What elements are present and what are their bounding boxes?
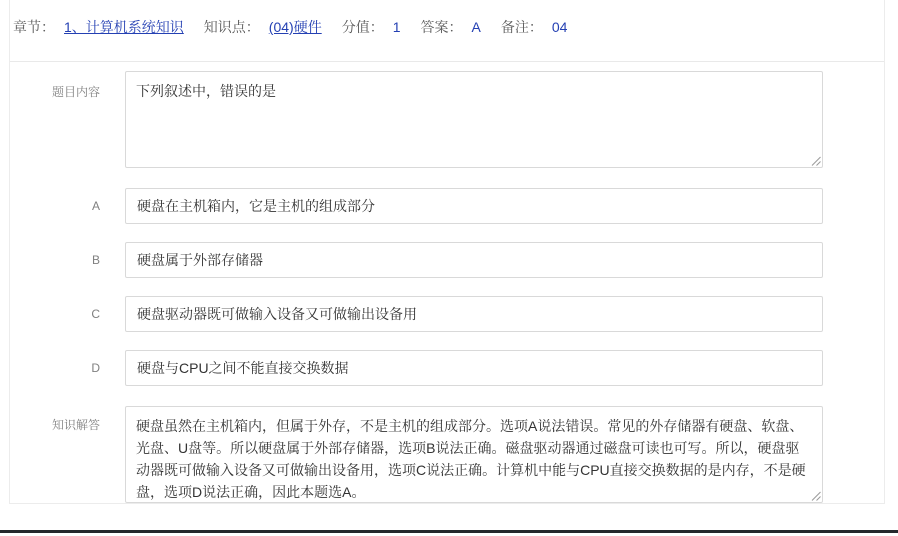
remark-field bbox=[501, 19, 568, 35]
remark-label: 备注： bbox=[500, 19, 543, 35]
explanation-textarea[interactable] bbox=[125, 406, 823, 503]
resize-handle-icon[interactable] bbox=[810, 154, 822, 166]
option-b-input[interactable] bbox=[125, 242, 823, 278]
option-c-control bbox=[125, 296, 823, 332]
question-content-textarea[interactable] bbox=[125, 71, 823, 168]
knowledge-point-label: 知识点： bbox=[203, 19, 260, 35]
knowledge-point-link[interactable]: (04)硬件 bbox=[268, 19, 322, 35]
option-b-control bbox=[125, 242, 823, 278]
answer-field bbox=[421, 19, 481, 35]
knowledge-point-field bbox=[204, 19, 322, 35]
explanation-label: 知识解答 bbox=[51, 418, 100, 432]
window-bottom-edge bbox=[0, 530, 898, 533]
chapter-label: 章节： bbox=[13, 19, 55, 35]
option-c-input[interactable] bbox=[125, 296, 823, 332]
question-content-control bbox=[125, 71, 823, 168]
chapter-link[interactable]: 1、计算机系统知识 bbox=[64, 19, 184, 35]
explanation-control bbox=[125, 406, 823, 503]
remark-value: 04 bbox=[551, 19, 568, 35]
resize-handle-icon[interactable] bbox=[810, 489, 822, 501]
option-a-control bbox=[125, 188, 823, 224]
score-label: 分值： bbox=[341, 19, 384, 35]
option-d-control bbox=[125, 350, 823, 386]
score-field bbox=[342, 19, 401, 35]
option-c-label: C bbox=[91, 307, 100, 321]
option-a-label: A bbox=[91, 199, 100, 213]
question-content-label: 题目内容 bbox=[51, 85, 100, 99]
question-meta-bar bbox=[10, 0, 884, 62]
option-d-label: D bbox=[91, 361, 100, 375]
option-a-input[interactable] bbox=[125, 188, 823, 224]
option-b-label: B bbox=[91, 253, 100, 267]
answer-label: 答案： bbox=[420, 19, 463, 35]
answer-value: A bbox=[471, 19, 481, 35]
question-detail-card bbox=[9, 0, 885, 504]
option-d-input[interactable] bbox=[125, 350, 823, 386]
chapter-field bbox=[13, 19, 184, 35]
score-value: 1 bbox=[392, 19, 401, 35]
